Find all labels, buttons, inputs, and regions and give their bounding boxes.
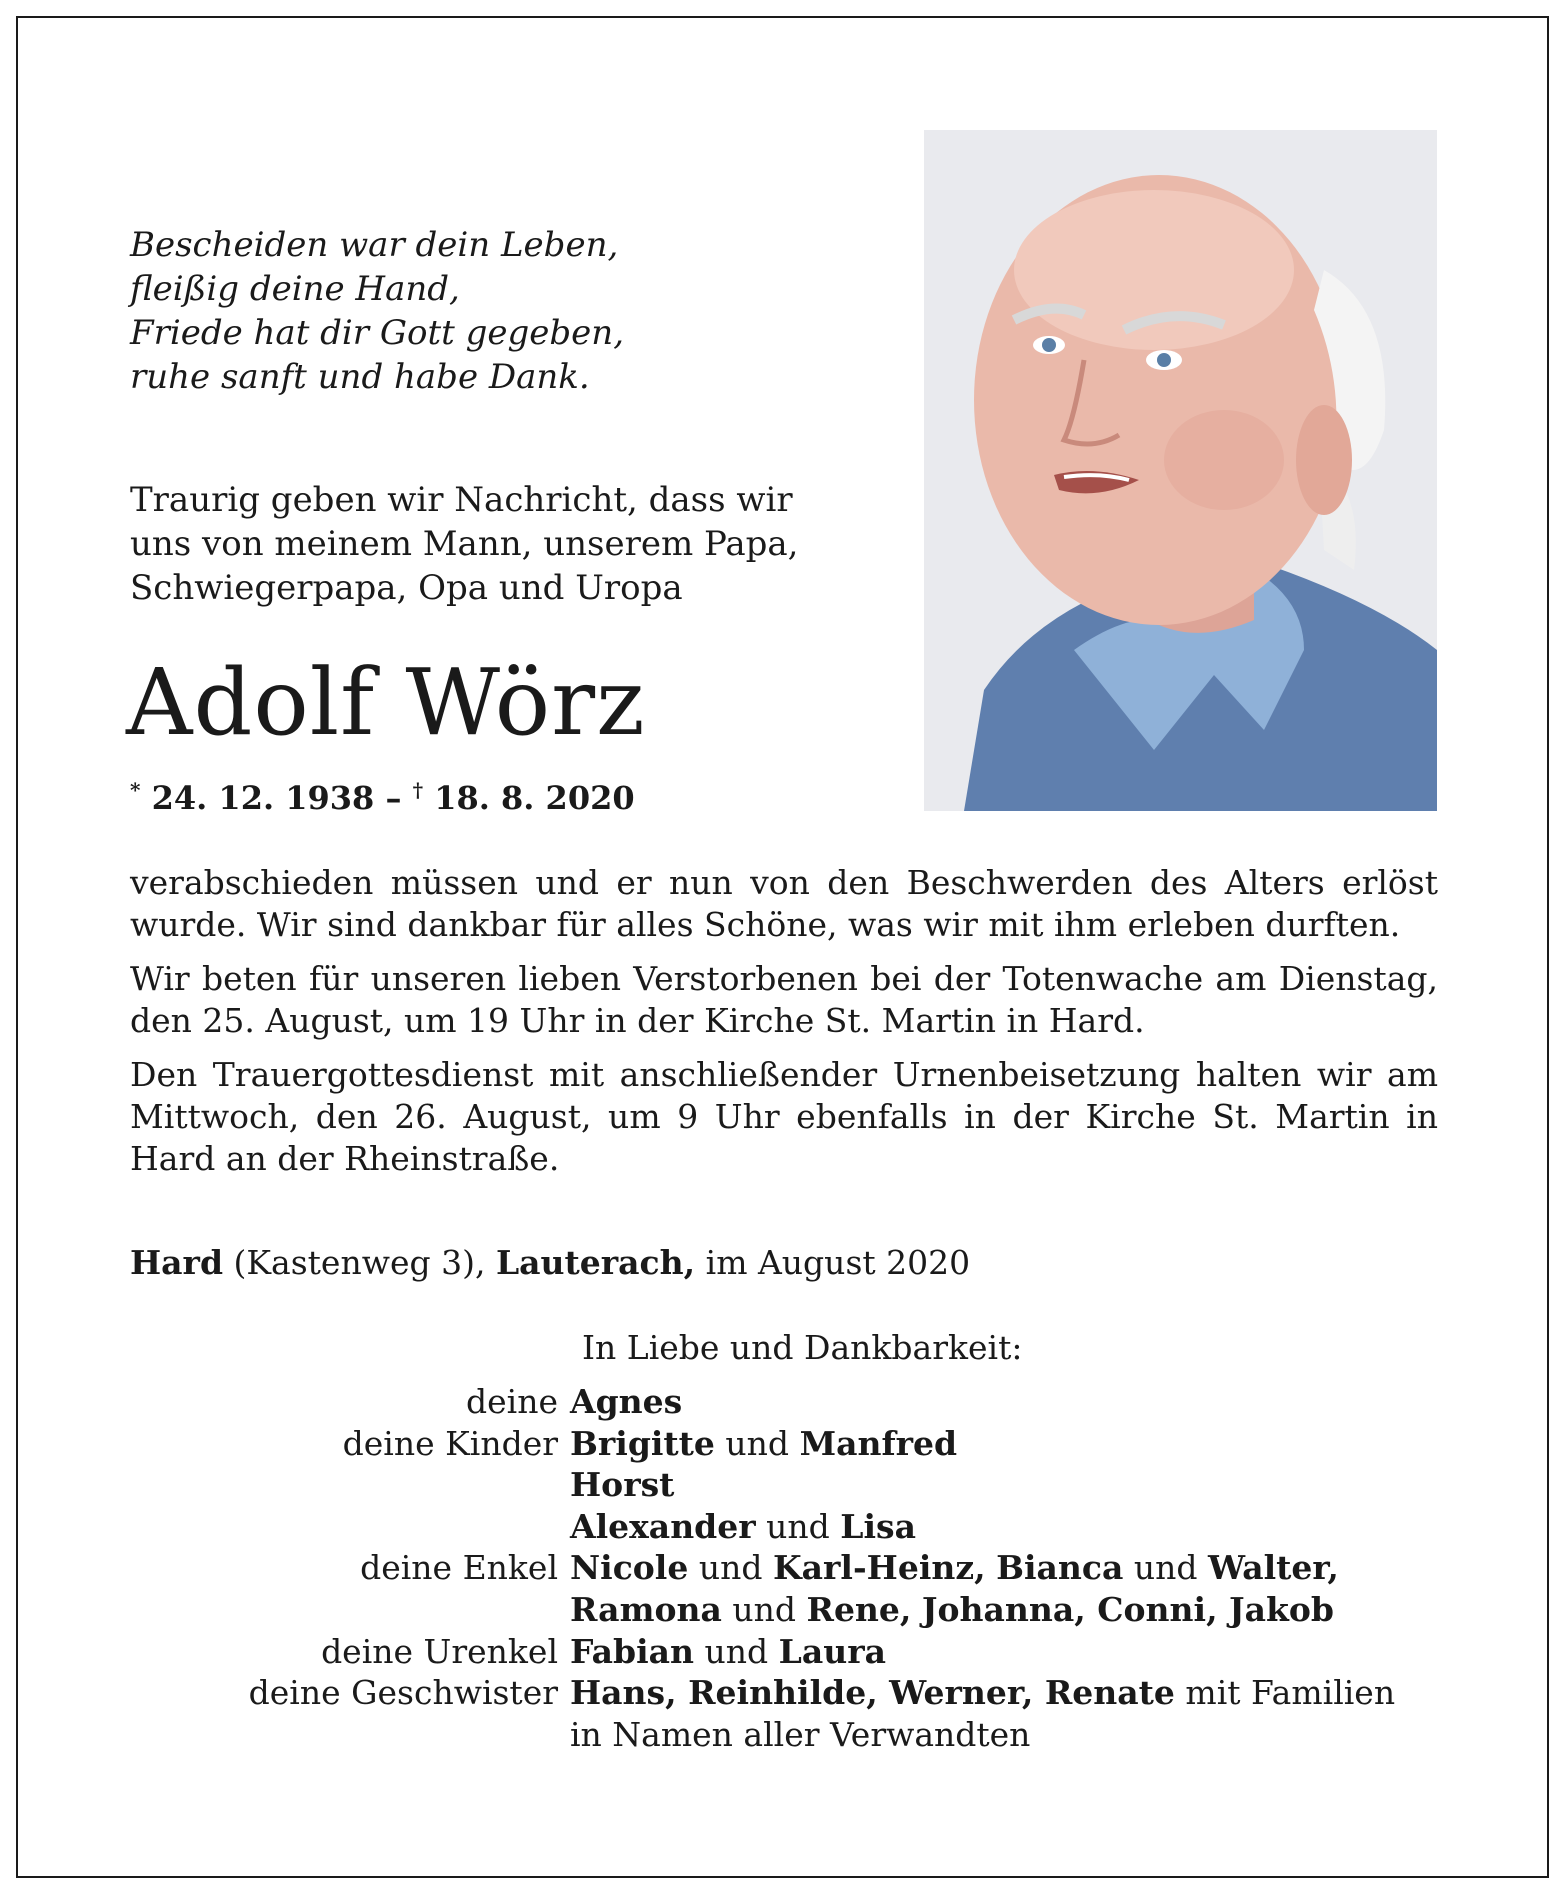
memorial-poem <box>130 223 624 399</box>
place-and-date <box>130 1243 970 1282</box>
conjunction: und <box>725 1423 790 1463</box>
body-paragraph: Wir beten für unseren lieben Verstorbenen bei der Totenwache am Dienstag, den 25. August, um 19 Uhr in der Kirche St. Martin in Hard. <box>130 959 1438 1040</box>
mourner-name: Horst <box>570 1465 675 1505</box>
poem-line: Bescheiden war dein Leben, <box>130 225 619 265</box>
mourner-row <box>130 1672 1450 1714</box>
place-address: (Kastenweg 3), <box>233 1243 486 1282</box>
mourner-name: Alexander <box>570 1506 756 1546</box>
mourner-name: Brigitte <box>570 1423 715 1463</box>
conjunction: und <box>766 1506 830 1546</box>
place-date: im August 2020 <box>705 1243 971 1282</box>
birth-date: 24. 12. 1938 <box>151 779 375 817</box>
intro-line: uns von meinem Mann, unserem Papa, <box>130 524 799 564</box>
conjunction: und <box>732 1589 797 1629</box>
place-town: Lauterach, <box>495 1243 696 1282</box>
intro-line: Traurig geben wir Nachricht, dass wir <box>130 480 793 520</box>
mourner-name: Rene, <box>806 1589 912 1629</box>
mourner-name: Walter, <box>1208 1548 1339 1588</box>
mourners-list <box>130 1381 1450 1755</box>
mourner-name: Agnes <box>570 1382 683 1421</box>
mourner-role: deine Geschwister <box>248 1673 558 1713</box>
death-date: 18. 8. 2020 <box>434 779 635 817</box>
mourner-name: Johanna, Conni, Jakob <box>921 1589 1334 1629</box>
mourner-row <box>130 1423 1450 1465</box>
signature-heading: In Liebe und Dankbarkeit: <box>582 1328 1023 1367</box>
place-town: Hard <box>130 1243 224 1282</box>
mourner-name: Fabian <box>570 1631 694 1671</box>
deceased-name: Adolf Wörz <box>126 649 646 756</box>
poem-line: fleißig deine Hand, <box>130 269 460 309</box>
poem-line: Friede hat dir Gott gegeben, <box>130 313 624 353</box>
mourner-name: Laura <box>778 1631 886 1671</box>
poem-line: ruhe sanft und habe Dank. <box>130 357 590 397</box>
birth-symbol: * <box>130 778 141 802</box>
mourner-row <box>130 1464 1450 1506</box>
announcement-intro <box>130 478 813 610</box>
life-dates <box>130 778 635 817</box>
mourner-name: Karl-Heinz, <box>772 1548 986 1588</box>
portrait-photo <box>924 130 1437 811</box>
body-paragraph: Den Trauergottesdienst mit anschließender Urnenbeisetzung halten wir am Mittwoch, den 26. August, um 9 Uhr ebenfalls in der Kirche St. Martin in Hard an der Rheinstraße. <box>130 1055 1438 1178</box>
mourner-name: Nicole <box>570 1548 689 1588</box>
body-paragraph: verabschieden müssen und er nun von den Beschwerden des Alters erlöst wurde. Wir sind dankbar für alles Schöne, was wir mit ihm erleben durften. <box>130 863 1438 944</box>
mourner-name: Lisa <box>840 1506 916 1546</box>
conjunction: und <box>1133 1548 1198 1588</box>
intro-line: Schwiegerpapa, Opa und Uropa <box>130 568 683 608</box>
portrait-illustration <box>924 130 1437 811</box>
mourner-name: Hans, Reinhilde, Werner, Renate <box>570 1673 1175 1713</box>
death-symbol: † <box>412 778 424 802</box>
mourner-name: Bianca <box>996 1548 1124 1588</box>
mourner-name: Manfred <box>799 1423 958 1463</box>
conjunction: und <box>704 1631 769 1671</box>
mourner-role: deine Kinder <box>342 1423 558 1463</box>
mourner-role: deine Enkel <box>360 1548 558 1588</box>
mourner-role: deine <box>466 1382 558 1421</box>
siblings-suffix: mit Familien <box>1185 1673 1396 1713</box>
mourner-row <box>130 1381 1450 1423</box>
relatives-note: in Namen aller Verwandten <box>570 1714 1031 1754</box>
mourner-row <box>130 1589 1450 1631</box>
mourner-role: deine Urenkel <box>321 1631 558 1671</box>
mourner-row <box>130 1547 1450 1589</box>
announcement-body <box>130 862 1438 1192</box>
mourner-row <box>130 1631 1450 1673</box>
mourner-row <box>130 1506 1450 1548</box>
mourner-row <box>130 1714 1450 1756</box>
conjunction: und <box>698 1548 763 1588</box>
mourner-name: Ramona <box>570 1589 722 1629</box>
date-separator: – <box>385 779 402 817</box>
